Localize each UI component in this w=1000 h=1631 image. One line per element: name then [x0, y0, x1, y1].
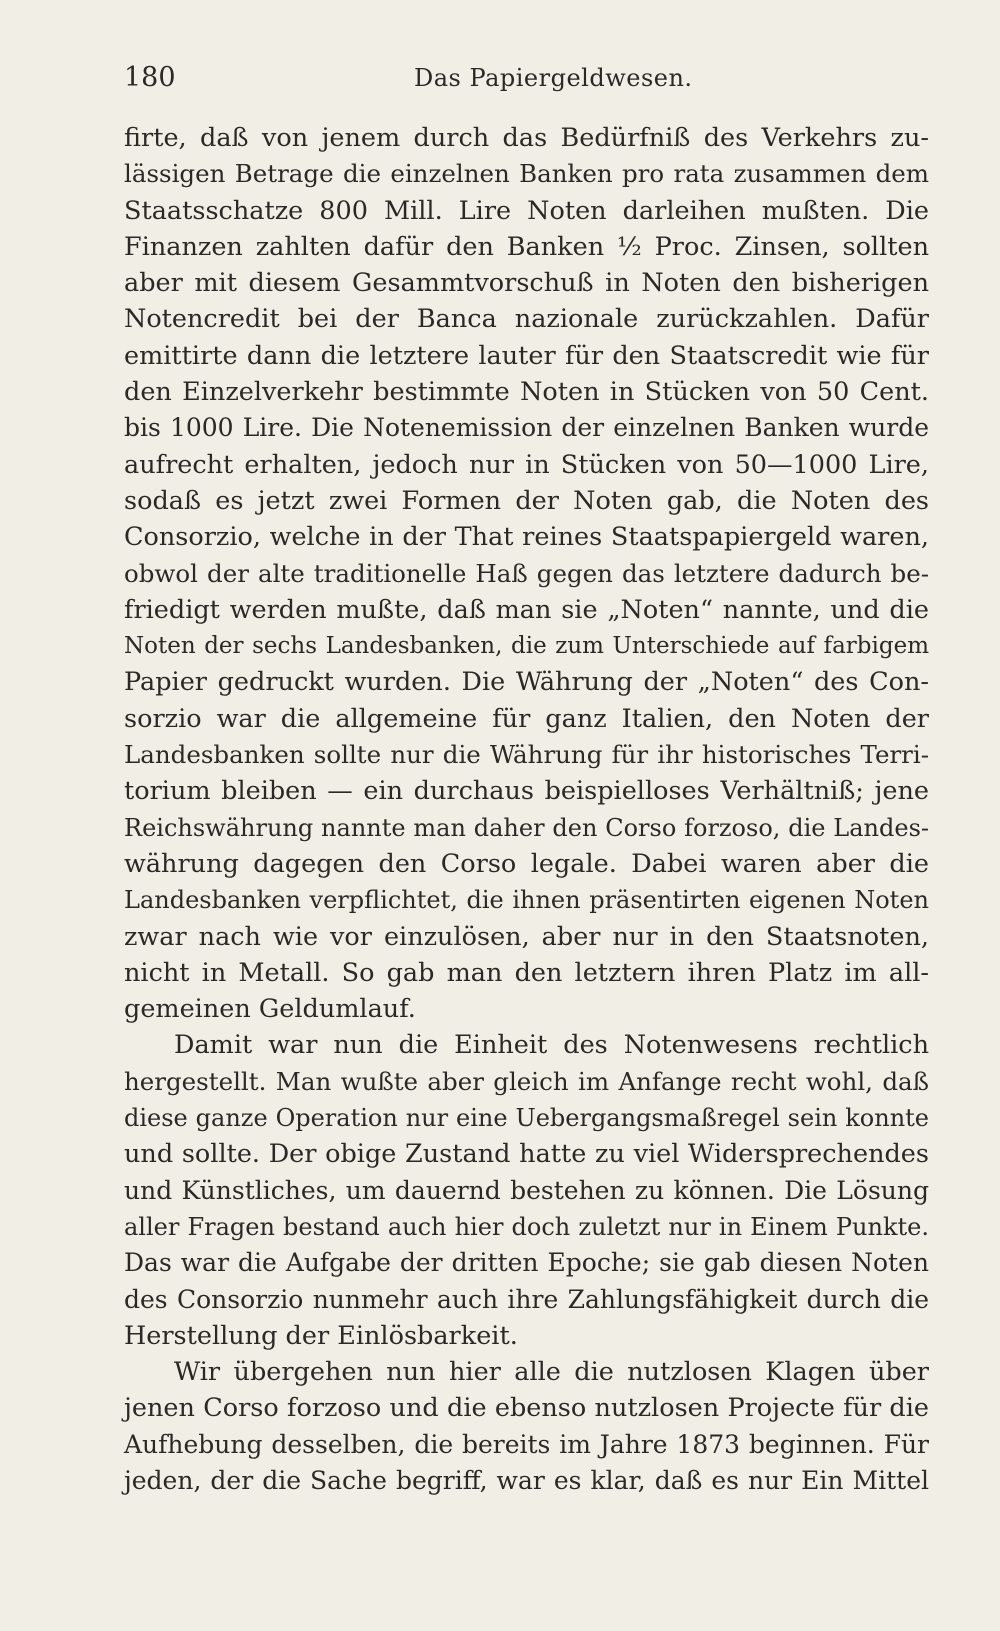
text-line: aber mit diesem Gesammtvorschuß in Noten den bisherigen [124, 268, 929, 299]
text-line: Herstellung der Einlösbarkeit. [124, 1320, 518, 1351]
text-line: aller Fragen bestand auch hier doch zuletzt nur in Einem Punkte. [124, 1212, 929, 1241]
text-line: Das war die Aufgabe der dritten Epoche; sie gab diesen Noten [124, 1248, 929, 1278]
text-line: und Künstliches, um dauernd bestehen zu können. Die Lösung [124, 1175, 929, 1205]
text-line: Wir übergehen nun hier alle die nutzlosen Klagen über [174, 1357, 929, 1388]
text-line: jeden, der die Sache begriff, war es klar, daß es nur Ein Mittel [124, 1465, 929, 1495]
text-line: friedigt werden mußte, daß man sie „Noten“ nannte, und die [124, 594, 929, 625]
text-line: sorzio war die allgemeine für ganz Italien, den Noten der [124, 703, 929, 734]
text-line: bis 1000 Lire. Die Notenemission der einzelnen Banken wurde [124, 413, 929, 443]
text-line: firte, daß von jenem durch das Bedürfniß des Verkehrs zu- [124, 123, 929, 153]
text-line: des Consorzio nunmehr auch ihre Zahlungsfähigkeit durch die [124, 1284, 929, 1314]
page-number: 180 [124, 62, 176, 93]
text-line: den Einzelverkehr bestimmte Noten in Stücken von 50 Cent. [124, 377, 929, 408]
body-text [124, 120, 929, 1499]
text-line: gemeinen Geldumlauf. [124, 994, 416, 1025]
text-line: torium bleiben — ein durchaus beispielloses Verhältniß; jene [124, 776, 929, 807]
text-line: Notencredit bei der Banca nazionale zurückzahlen. Dafür [124, 304, 929, 335]
text-line: und sollte. Der obige Zustand hatte zu viel Widersprechendes [124, 1139, 929, 1170]
text-line: Landesbanken sollte nur die Währung für ihr historisches Terri- [124, 740, 929, 770]
text-line: zwar nach wie vor einzulösen, aber nur in den Staatsnoten, [124, 921, 929, 952]
text-line: Staatsschatze 800 Mill. Lire Noten darleihen mußten. Die [124, 195, 929, 226]
text-line: Consorzio, welche in der That reines Staatspapiergeld waren, [124, 522, 929, 553]
running-title: Das Papiergeldwesen. [414, 64, 693, 92]
text-line: jenen Corso forzoso und die ebenso nutzlosen Projecte für die [124, 1393, 929, 1424]
text-line: Damit war nun die Einheit des Notenwesens rechtlich [174, 1030, 929, 1061]
text-line: Noten der sechs Landesbanken, die zum Unterschiede auf farbigem [124, 633, 929, 660]
text-line: emittirte dann die letztere lauter für den Staatscredit wie für [124, 340, 929, 371]
text-line: lässigen Betrage die einzelnen Banken pro rata zusammen dem [124, 159, 929, 189]
text-line: Papier gedruckt wurden. Die Währung der „Noten“ des Con- [124, 667, 929, 698]
text-line: obwol der alte traditionelle Haß gegen das letztere dadurch be- [124, 558, 929, 588]
text-line: Landesbanken verpflichtet, die ihnen präsentirten eigenen Noten [124, 886, 929, 915]
text-line: aufrecht erhalten, jedoch nur in Stücken von 50—1000 Lire, [124, 449, 929, 480]
text-line: hergestellt. Man wußte aber gleich im Anfange recht wohl, daß [124, 1066, 929, 1096]
text-line: diese ganze Operation nur eine Uebergangsmaßregel sein konnte [124, 1104, 929, 1133]
text-line: sodaß es jetzt zwei Formen der Noten gab, die Noten des [124, 485, 929, 516]
text-line: Aufhebung desselben, die bereits im Jahre 1873 beginnen. Für [124, 1429, 929, 1459]
text-line: währung dagegen den Corso legale. Dabei waren aber die [124, 848, 929, 879]
text-line: nicht in Metall. So gab man den letztern ihren Platz im all- [124, 957, 929, 988]
page-header [124, 58, 936, 98]
text-line: Reichswährung nannte man daher den Corso forzoso, die Landes- [124, 813, 929, 842]
text-line: Finanzen zahlten dafür den Banken ½ Proc. Zinsen, sollten [124, 231, 929, 262]
